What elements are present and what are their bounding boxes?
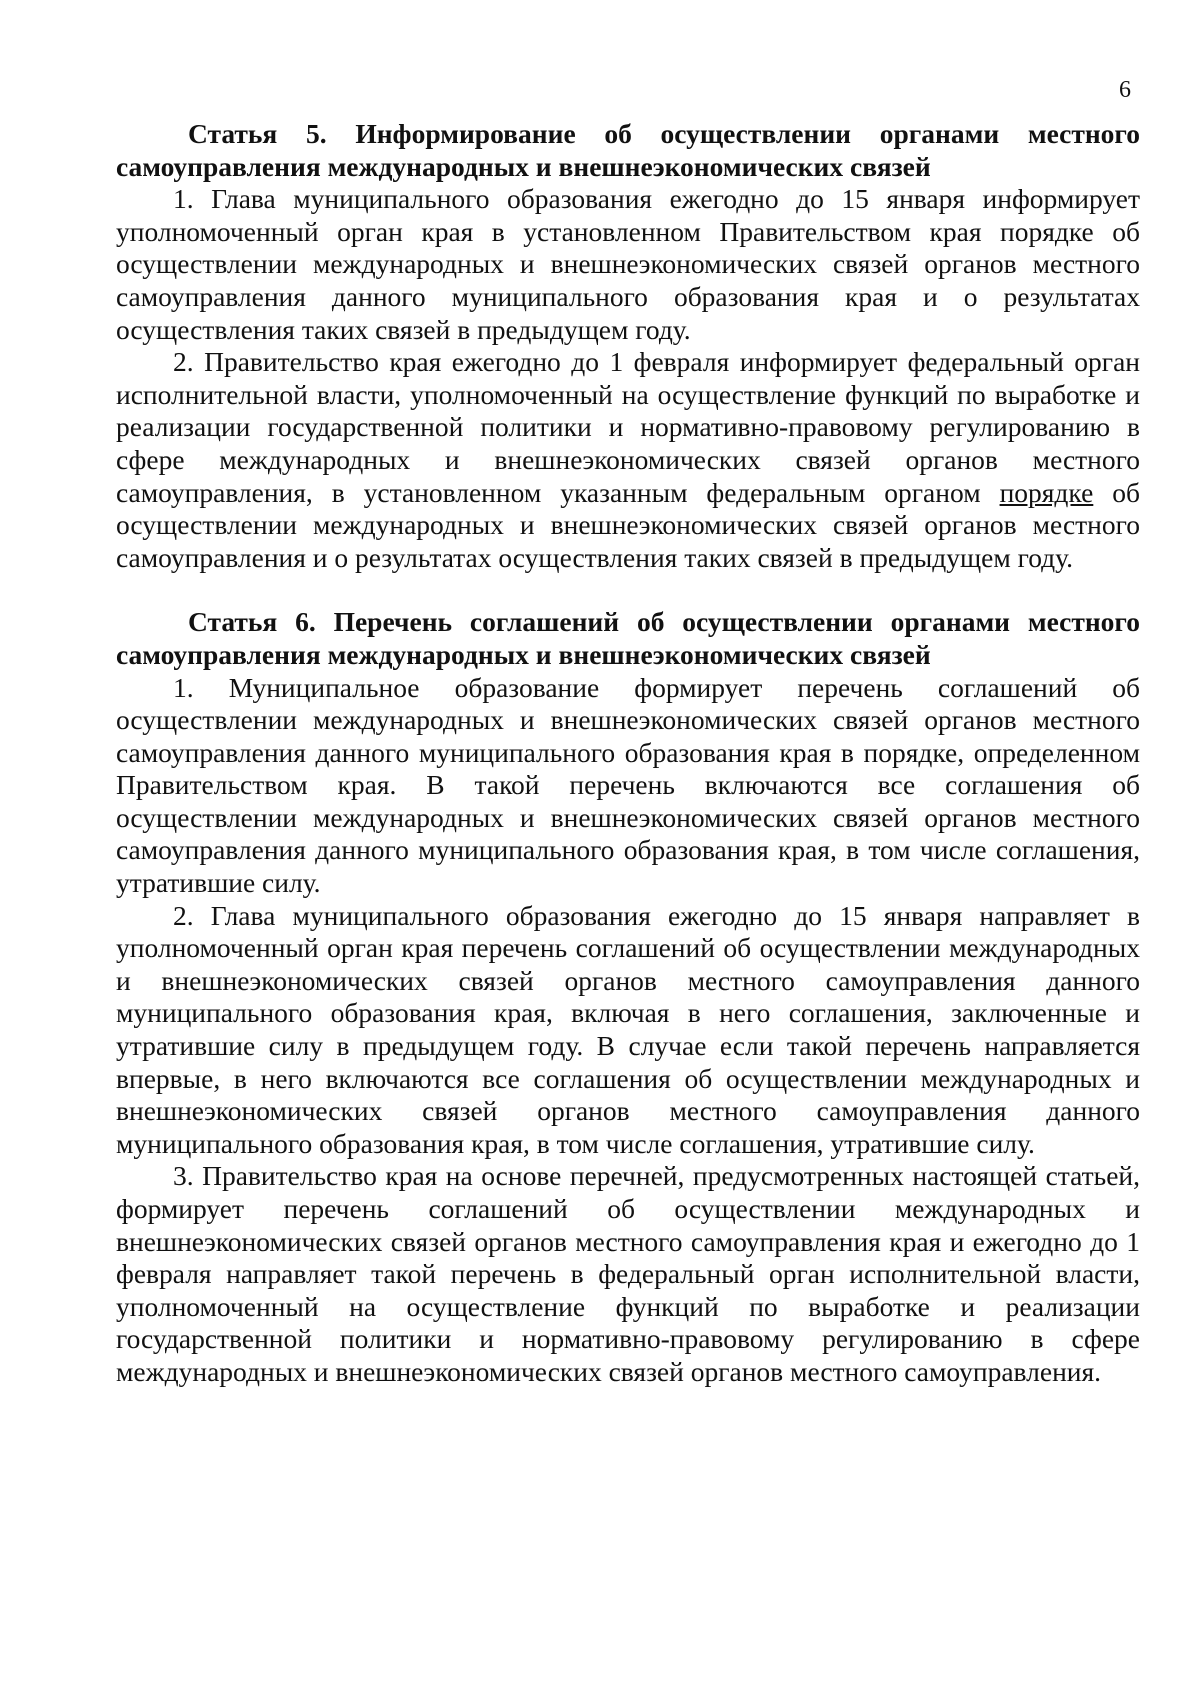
order-link[interactable]: порядке: [999, 476, 1094, 508]
article-5: [116, 118, 1140, 574]
document-body: [116, 118, 1140, 1389]
article-5-paragraph-2-text-end: об осуществлении международных и внешнеэкономических связей органов местного самоуправления и о результатах осуществления таких связей в предыдущем году.: [116, 476, 1141, 573]
article-6-heading: Статья 6. Перечень соглашений об осуществлении органами местного самоуправления международных и внешнеэкономических связей: [116, 606, 1140, 670]
page-number: 6: [1119, 77, 1131, 103]
section-spacer: [116, 574, 1140, 606]
article-6-paragraph-3: 3. Правительство края на основе перечней, предусмотренных настоящей статьей, формирует перечень соглашений об осуществлении международных и внешнеэкономических связей органов местного самоуправления края и ежегодно до 1 февраля направляет такой перечень в федеральный орган исполнительной власти, уполномоченный на осуществление функций по выработке и реализации государственной политики и нормативно-правовому регулированию в сфере международных и внешнеэкономических связей органов местного самоуправления.: [116, 1160, 1140, 1387]
article-6-paragraph-2: 2. Глава муниципального образования ежегодно до 15 января направляет в уполномоченный орган края перечень соглашений об осуществлении международных и внешнеэкономических связей органов местного самоуправления данного муниципального образования края, включая в него соглашения, заключенные и утратившие силу в предыдущем году. В случае если такой перечень направляется впервые, в него включаются все соглашения об осуществлении международных и внешнеэкономических связей органов местного самоуправления данного муниципального образования края, в том числе соглашения, утратившие силу.: [116, 899, 1140, 1159]
article-6-paragraph-1: 1. Муниципальное образование формирует перечень соглашений об осуществлении международных и внешнеэкономических связей органов местного самоуправления данного муниципального образования края в порядке, определенном Правительством края. В такой перечень включаются все соглашения об осуществлении международных и внешнеэкономических связей органов местного самоуправления данного муниципального образования края, в том числе соглашения, утратившие силу.: [116, 671, 1140, 899]
article-5-paragraph-2: [116, 346, 1140, 574]
article-6: [116, 606, 1140, 1388]
article-5-heading: Статья 5. Информирование об осуществлении органами местного самоуправления международных и внешнеэкономических связей: [116, 118, 1140, 182]
article-5-paragraph-1: 1. Глава муниципального образования ежегодно до 15 января информирует уполномоченный орган края в установленном Правительством края порядке об осуществлении международных и внешнеэкономических связей органов местного самоуправления данного муниципального образования края и о результатах осуществления таких связей в предыдущем году.: [116, 183, 1140, 345]
article-5-paragraph-2-text-start: 2. Правительство края ежегодно до 1 февраля информирует федеральный орган исполнительной власти, уполномоченный на осуществление функций по выработке и реализации государственной политики и нормативно-правовому регулированию в сфере международных и внешнеэкономических связей органов местного самоуправления, в установленном указанным федеральным органом: [116, 346, 1140, 508]
